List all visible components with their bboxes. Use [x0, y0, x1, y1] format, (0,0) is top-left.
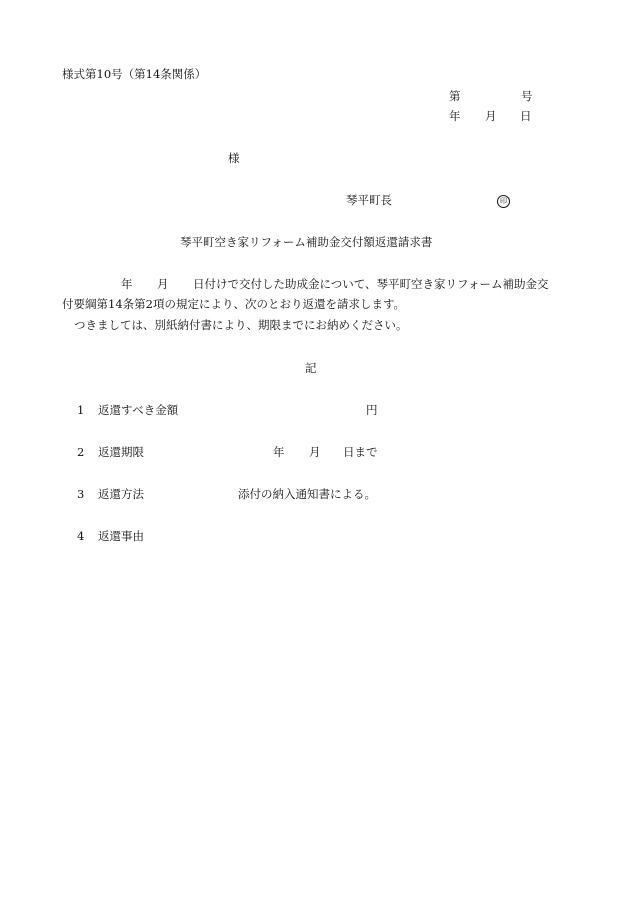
item-number: 3: [77, 487, 85, 501]
date-month: 月: [485, 109, 497, 123]
item-label: 返還期限: [98, 445, 144, 459]
item-value: 日まで: [343, 445, 378, 459]
body-line-2: 付要綱第14条第2項の規定により、次のとおり返還を請求します。: [62, 297, 406, 311]
seal-icon: 印: [497, 195, 510, 208]
addressee-sama: 様: [228, 151, 240, 165]
form-label: 様式第10号（第14条関係）: [62, 67, 207, 81]
item-number: 1: [77, 403, 85, 417]
body-month: 月: [157, 277, 169, 291]
body-line-3: つきましては、別紙納付書により、期限までにお納めください。: [74, 318, 408, 332]
item-number: 2: [77, 445, 85, 459]
date-day: 日: [520, 109, 532, 123]
seal-mark: [497, 194, 510, 208]
deadline-year: 年: [273, 445, 285, 459]
date-year: 年: [449, 109, 461, 123]
ki-heading: 記: [305, 361, 317, 375]
item-value: 円: [366, 403, 378, 417]
number-suffix: 号: [521, 89, 533, 103]
item-number: 4: [77, 529, 85, 543]
number-prefix: 第: [449, 89, 461, 103]
body-line-1: 日付けで交付した助成金について、琴平町空き家リフォーム補助金交: [193, 277, 549, 291]
sender-title: 琴平町長: [346, 193, 392, 207]
item-label: 返還すべき金額: [98, 403, 179, 417]
item-label: 返還方法: [98, 487, 144, 501]
item-label: 返還事由: [98, 529, 144, 543]
deadline-month: 月: [309, 445, 321, 459]
body-year: 年: [121, 277, 133, 291]
item-value: 添付の納入通知書による。: [238, 487, 376, 501]
document-title: 琴平町空き家リフォーム補助金交付額返還請求書: [180, 235, 433, 249]
